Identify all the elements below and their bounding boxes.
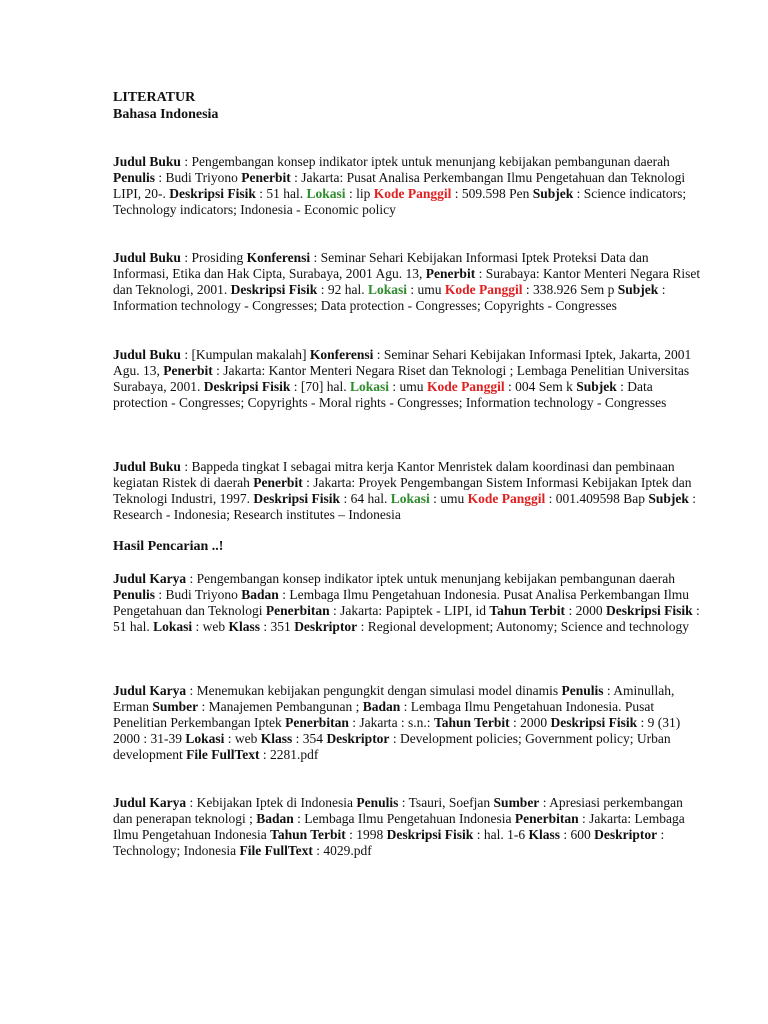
field-value: : Jakarta: Proyek Pengembangan Sistem Informasi Kebijakan Iptek dan Teknologi Industri, 1997. [113,475,692,506]
result-entry [113,795,703,859]
result-entry [113,683,703,763]
field-label: Lokasi [390,491,430,506]
field-value: : Pengembangan konsep indikator iptek untuk menunjang kebijakan pembangunan daerah [186,571,676,586]
field-value: : Lembaga Ilmu Pengetahuan Indonesia. Pusat Analisa Perkembangan Ilmu Pengetahuan dan Teknologi [113,587,689,618]
field-value: : Technology; Indonesia [113,827,665,858]
field-label: Deskripsi Fisik [169,186,256,201]
field-label: Penulis [356,795,399,810]
field-label: Judul Buku [113,250,181,265]
field-label: Deskripsi Fisik [203,379,291,394]
field-label: File FullText [239,843,313,858]
field-value: : 001.409598 Bap [545,491,649,506]
field-value: : Research - Indonesia; Research institutes – Indonesia [113,491,697,522]
field-label: Lokasi [367,282,407,297]
field-label: Tahun Terbit [270,827,346,842]
field-label: Klass [260,731,293,746]
field-value: : Tsauri, Soefjan [398,795,494,810]
field-value: : 351 [260,619,295,634]
field-label: Tahun Terbit [433,715,510,730]
field-value: : 2000 [565,603,606,618]
results-heading: Hasil Pencarian ..! [113,539,224,554]
field-value: : 1998 [345,827,387,842]
field-value: : umu [389,379,427,394]
field-value: : umu [406,282,445,297]
field-label: Penerbit [241,170,291,185]
field-label: Deskripsi Fisik [550,715,638,730]
field-value: : Lembaga Ilmu Pengetahuan Indonesia [293,811,515,826]
field-label: Sumber [152,699,199,714]
book-entry [113,347,703,411]
field-value: : Surabaya: Kantor Menteri Negara Riset dan Teknologi, 2001. [113,266,701,297]
field-label: Judul Karya [113,683,187,698]
field-value: : Seminar Sehari Kebijakan Informasi Iptek, Jakarta, 2001 Agu. 13, [113,347,692,378]
field-label: Penulis [113,587,156,602]
field-label: Badan [256,811,294,826]
field-value: : umu [429,491,468,506]
field-label: Lokasi [153,619,193,634]
field-value: : [Kumpulan makalah] [180,347,310,362]
field-label: Subjek [576,379,617,394]
field-label: Judul Buku [113,154,181,169]
field-label: Deskriptor [294,619,358,634]
field-label: Kode Panggil [444,282,523,297]
field-value: : web [192,619,229,634]
field-label: Tahun Terbit [489,603,566,618]
book-entry [113,154,703,218]
field-label: Penerbitan [265,603,330,618]
field-value: : Jakarta: Kantor Menteri Negara Riset dan Teknologi ; Lembaga Penelitian Universitas Surabaya, 2001. [113,363,690,394]
field-value: : 338.926 Sem p [522,282,618,297]
field-value: : Kebijakan Iptek di Indonesia [186,795,357,810]
field-label: Kode Panggil [373,186,452,201]
field-label: Deskripsi Fisik [605,603,693,618]
field-value: : 354 [292,731,327,746]
field-label: Badan [362,699,401,714]
field-value: : Science indicators; Technology indicators; Indonesia - Economic policy [113,186,687,217]
field-label: Lokasi [185,731,225,746]
field-value: : Aminullah, Erman [113,683,675,714]
field-label: File FullText [186,747,260,762]
field-label: Deskriptor [326,731,390,746]
field-label: Subjek [617,282,659,297]
document-title: LITERATUR [113,90,196,105]
field-value: : 004 Sem k [504,379,577,394]
field-label: Badan [241,587,279,602]
field-value: : 4029.pdf [312,843,372,858]
field-value: : Development policies; Government policy; Urban development [113,731,671,762]
field-label: Penulis [113,170,156,185]
field-value: : hal. 1-6 [473,827,529,842]
field-label: Sumber [493,795,540,810]
field-value: : [70] hal. [290,379,351,394]
book-entry [113,459,703,523]
field-value: : 9 (31) 2000 : 31-39 [113,715,681,746]
field-value: : 509.598 Pen [451,186,533,201]
field-label: Penerbit [253,475,303,490]
field-value: : 2281.pdf [259,747,319,762]
field-label: Judul Buku [113,347,181,362]
field-value: : Jakarta: Pusat Analisa Perkembangan Ilmu Pengetahuan dan Teknologi LIPI, 20-. [113,170,686,201]
field-label: Penerbit [425,266,476,281]
field-value: : Apresiasi perkembangan dan penerapan teknologi ; [113,795,683,826]
field-value: : web [224,731,261,746]
field-label: Lokasi [306,186,346,201]
field-label: Konferensi [309,347,374,362]
field-label: Deskriptor [594,827,658,842]
field-label: Kode Panggil [426,379,505,394]
field-value: : Bappeda tingkat I sebagai mitra kerja Kantor Menristek dalam koordinasi dan pembinaan kegiatan Ristek di daerah [113,459,675,490]
field-value: : 92 hal. [317,282,368,297]
field-label: Konferensi [246,250,311,265]
field-value: : Jakarta: Lembaga Ilmu Pengetahuan Indonesia [113,811,685,842]
field-label: Judul Buku [113,459,181,474]
field-value: : 600 [559,827,595,842]
field-label: Penerbitan [285,715,349,730]
field-label: Penerbit [163,363,213,378]
field-label: Subjek [648,491,689,506]
field-value: : 51 hal. [113,603,700,634]
field-label: Deskripsi Fisik [230,282,318,297]
field-value: : Lembaga Ilmu Pengetahuan Indonesia. Pusat Penelitian Perkembangan Iptek [113,699,655,730]
result-entry [113,571,703,635]
book-entry [113,250,703,314]
field-label: Klass [528,827,560,842]
field-label: Penulis [561,683,604,698]
field-value: : Data protection - Congresses; Copyrights - Moral rights - Congresses; Information technology - Congresses [113,379,667,410]
field-label: Klass [228,619,261,634]
field-value: : Manajemen Pembangunan ; [198,699,363,714]
field-label: Penerbitan [514,811,579,826]
field-value: : 64 hal. [340,491,391,506]
field-value: : Regional development; Autonomy; Science and technology [357,619,689,634]
field-value: : Budi Triyono [155,587,242,602]
field-value: : Budi Triyono [155,170,242,185]
document-subtitle: Bahasa Indonesia [113,107,219,122]
field-label: Deskripsi Fisik [253,491,341,506]
field-value: : lip [345,186,374,201]
field-value: : Menemukan kebijakan pengungkit dengan simulasi model dinamis [186,683,562,698]
field-label: Kode Panggil [467,491,546,506]
field-value: : Information technology - Congresses; Data protection - Congresses; Copyrights - Congresses [113,282,666,313]
field-value: : 2000 [509,715,551,730]
field-label: Judul Karya [113,571,187,586]
field-value: : Seminar Sehari Kebijakan Informasi Iptek Proteksi Data dan Informasi, Etika dan Hak Cipta, Surabaya, 2001 Agu. 13, [113,250,649,281]
field-value: : 51 hal. [255,186,307,201]
field-value: : Pengembangan konsep indikator iptek untuk menunjang kebijakan pembangunan daerah [180,154,670,169]
field-label: Deskripsi Fisik [386,827,474,842]
field-label: Lokasi [350,379,390,394]
field-value: : Jakarta : s.n.: [348,715,434,730]
field-value: : Prosiding [180,250,247,265]
field-value: : Jakarta: Papiptek - LIPI, id [329,603,490,618]
field-label: Subjek [532,186,574,201]
field-label: Judul Karya [113,795,187,810]
